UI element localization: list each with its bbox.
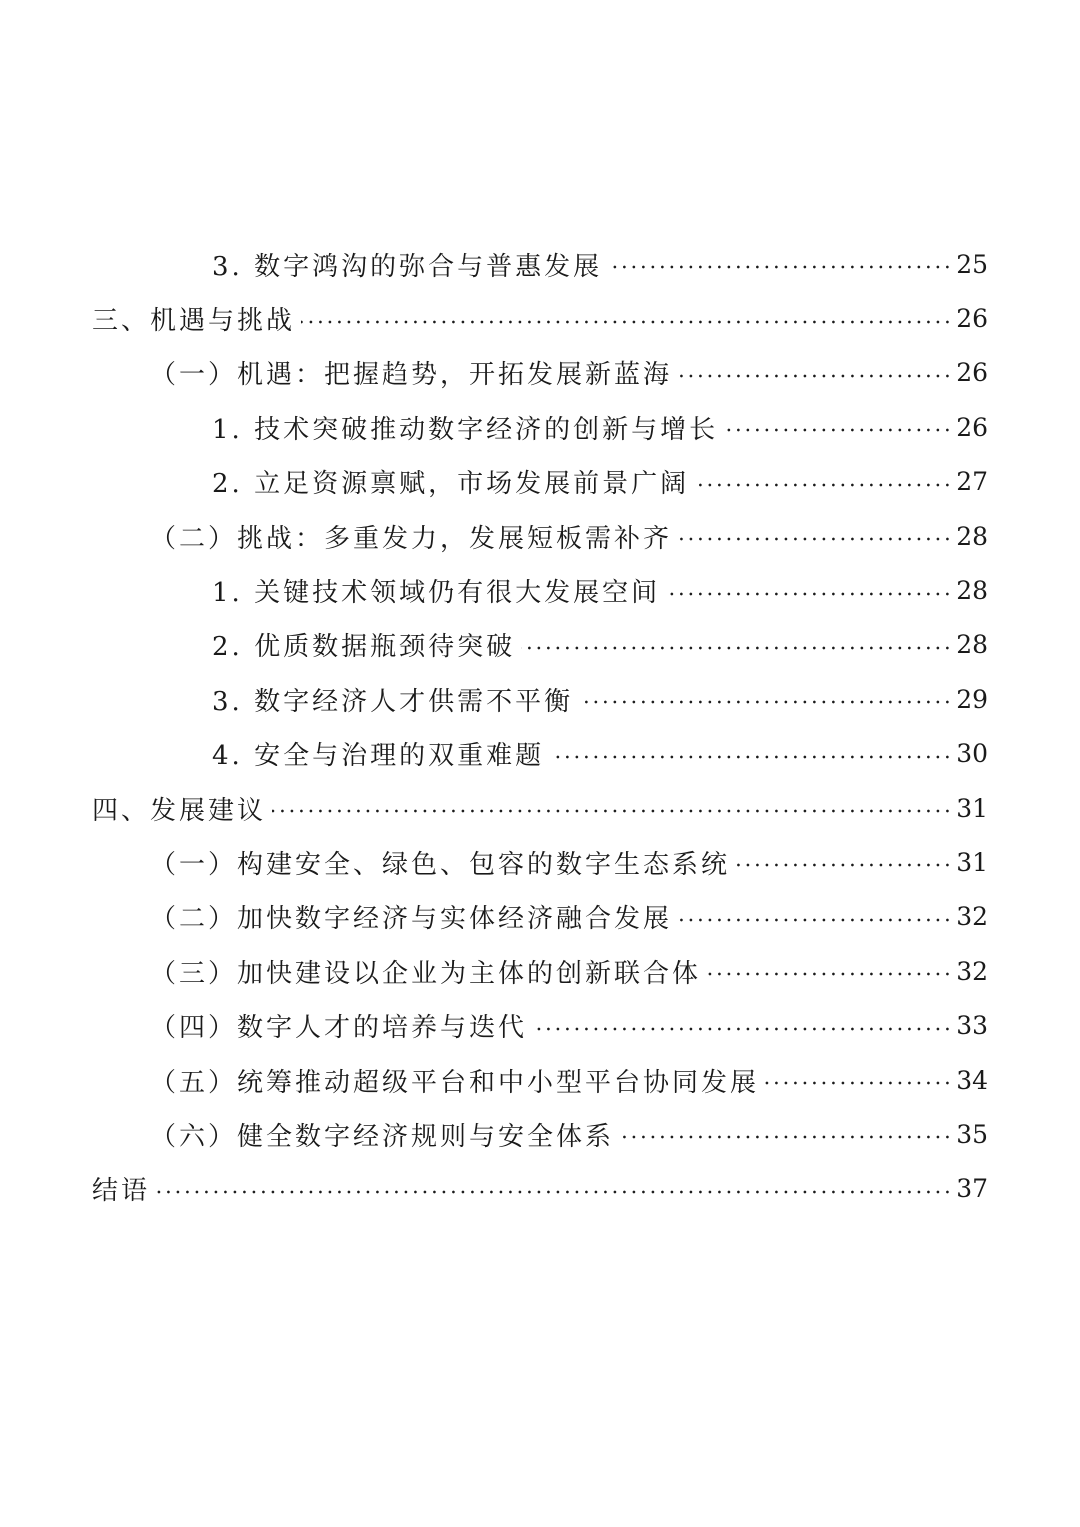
toc-entry-page: 30 (956, 739, 988, 769)
toc-entry[interactable] (0, 618, 1080, 672)
toc-entry[interactable] (0, 1107, 1080, 1161)
toc-dot-leader (695, 483, 952, 487)
toc-entry-label: 1. 技术突破推动数字经济的创新与增长 (212, 414, 719, 445)
toc-dot-leader (678, 374, 952, 378)
toc-entry-label: 4. 安全与治理的双重难题 (212, 741, 545, 772)
toc-entry-label: 结语 (92, 1176, 151, 1207)
toc-entry-label: 2. 优质数据瓶颈待突破 (212, 632, 516, 663)
toc-entry-label: （一）构建安全、绿色、包容的数字生态系统 (150, 849, 731, 880)
toc-dot-leader (666, 592, 952, 596)
toc-dot-leader (765, 1081, 952, 1085)
toc-entry-page: 32 (956, 956, 988, 986)
toc-dot-leader (521, 646, 952, 650)
toc-entry[interactable] (0, 944, 1080, 998)
toc-dot-leader (550, 755, 952, 759)
toc-entry-label: （一）机遇：把握趋势，开拓发展新蓝海 (150, 360, 673, 391)
toc-entry-page: 25 (956, 249, 988, 279)
toc-entry-page: 28 (956, 576, 988, 606)
toc-dot-leader (272, 809, 952, 813)
toc-entry-label: 三、机遇与挑战 (92, 306, 296, 337)
toc-entry-label: （二）加快数字经济与实体经济融合发展 (150, 904, 673, 935)
toc-dot-leader (533, 1027, 952, 1031)
toc-entry-page: 31 (956, 793, 988, 823)
toc-entry-page: 35 (956, 1119, 988, 1149)
toc-entry[interactable] (0, 672, 1080, 726)
toc-entry[interactable] (0, 400, 1080, 454)
toc-entry-page: 27 (956, 467, 988, 497)
toc-entry[interactable] (0, 835, 1080, 889)
toc-dot-leader (608, 265, 952, 269)
toc-entry-label: （六）健全数字经济规则与安全体系 (150, 1121, 615, 1152)
toc-entry-page: 26 (956, 304, 988, 334)
toc-entry-label: （二）挑战：多重发力，发展短板需补齐 (150, 523, 673, 554)
toc-dot-leader (620, 1135, 952, 1139)
toc-entry[interactable] (0, 1162, 1080, 1216)
table-of-contents (0, 237, 1080, 1216)
toc-entry[interactable] (0, 998, 1080, 1052)
toc-entry-page: 32 (956, 902, 988, 932)
toc-entry-page: 37 (956, 1174, 988, 1204)
toc-entry[interactable] (0, 890, 1080, 944)
toc-dot-leader (156, 1190, 952, 1194)
toc-entry-label: （三）加快建设以企业为主体的创新联合体 (150, 958, 702, 989)
toc-entry-label: 四、发展建议 (92, 795, 267, 826)
toc-entry-label: 3. 数字经济人才供需不平衡 (212, 686, 574, 717)
toc-entry[interactable] (0, 781, 1080, 835)
toc-entry[interactable] (0, 1053, 1080, 1107)
toc-dot-leader (301, 320, 952, 324)
toc-entry[interactable] (0, 455, 1080, 509)
toc-entry-page: 33 (956, 1011, 988, 1041)
toc-entry-page: 29 (956, 684, 988, 714)
toc-entry-page: 28 (956, 630, 988, 660)
toc-entry[interactable] (0, 727, 1080, 781)
toc-entry-page: 34 (956, 1065, 988, 1095)
toc-entry-label: 3. 数字鸿沟的弥合与普惠发展 (212, 251, 603, 282)
toc-dot-leader (736, 863, 952, 867)
toc-dot-leader (678, 537, 952, 541)
toc-entry[interactable] (0, 346, 1080, 400)
toc-entry[interactable] (0, 563, 1080, 617)
toc-entry-page: 26 (956, 412, 988, 442)
toc-entry[interactable] (0, 237, 1080, 291)
toc-dot-leader (678, 918, 952, 922)
toc-dot-leader (579, 700, 952, 704)
toc-dot-leader (707, 972, 952, 976)
toc-entry-page: 28 (956, 521, 988, 551)
toc-entry-label: （四）数字人才的培养与迭代 (150, 1013, 528, 1044)
toc-entry-page: 26 (956, 358, 988, 388)
toc-entry[interactable] (0, 291, 1080, 345)
toc-entry-label: 1. 关键技术领域仍有很大发展空间 (212, 578, 661, 609)
toc-entry-page: 31 (956, 847, 988, 877)
toc-dot-leader (724, 428, 952, 432)
toc-entry-label: 2. 立足资源禀赋，市场发展前景广阔 (212, 469, 690, 500)
toc-entry[interactable] (0, 509, 1080, 563)
toc-entry-label: （五）统筹推动超级平台和中小型平台协同发展 (150, 1067, 760, 1098)
